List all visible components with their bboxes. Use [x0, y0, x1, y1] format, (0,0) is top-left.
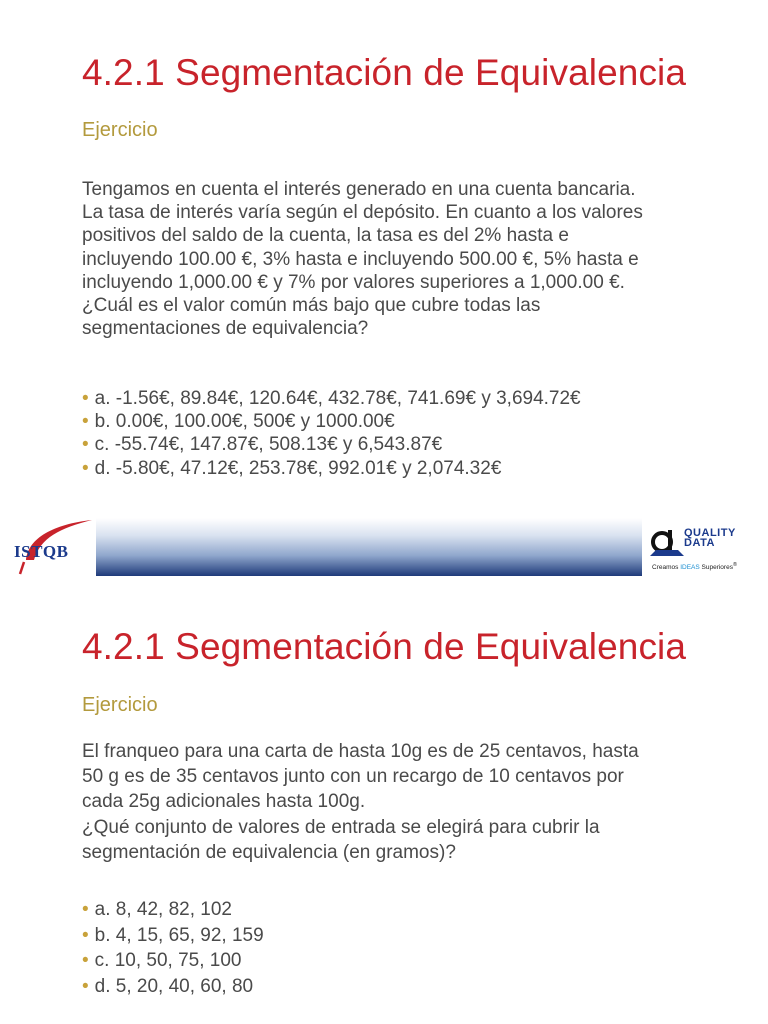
bullet-icon: • — [82, 975, 89, 997]
bullet-icon: • — [82, 434, 89, 456]
option-text: b. 0.00€, 100.00€, 500€ y 1000.00€ — [94, 411, 395, 433]
option-text: d. -5.80€, 47.12€, 253.78€, 992.01€ y 2,074.32€ — [94, 457, 502, 479]
bullet-icon: • — [82, 924, 89, 946]
option-text: a. 8, 42, 82, 102 — [94, 899, 232, 920]
slide-subtitle: Ejercicio — [82, 694, 158, 716]
option-c — [82, 433, 581, 456]
istqb-logo — [4, 516, 96, 576]
text-line: segmentaciones de equivalencia? — [82, 318, 369, 340]
text-line: incluyendo 100.00 €, 3% hasta e incluyendo 500.00 €, 5% hasta e — [82, 248, 639, 270]
bullet-icon: • — [82, 899, 89, 920]
bullet-icon: • — [82, 950, 89, 971]
text-line: 50 g es de 35 centavos junto con un recargo de 10 centavos por — [82, 766, 624, 788]
answer-options — [82, 387, 581, 480]
text-line: ¿Cuál es el valor común más bajo que cubre todas las — [82, 295, 541, 317]
slide-title: 4.2.1 Segmentación de Equivalencia — [82, 52, 687, 93]
text-line: Tengamos en cuenta el interés generado en una cuenta bancaria. — [82, 179, 636, 200]
bullet-icon: • — [82, 411, 89, 433]
text-line: ¿Qué conjunto de valores de entrada se elegirá para cubrir la — [82, 816, 600, 838]
option-text: d. 5, 20, 40, 60, 80 — [94, 975, 254, 997]
quality-data-icon — [648, 528, 688, 558]
text-line: positivos del saldo de la cuenta, la tasa es del 2% hasta e — [82, 225, 569, 247]
slide-title: 4.2.1 Segmentación de Equivalencia — [82, 626, 687, 667]
option-b — [82, 410, 581, 433]
text-line: segmentación de equivalencia (en gramos)? — [82, 841, 456, 863]
text-line: La tasa de interés varía según el depósito. En cuanto a los valores — [82, 202, 643, 224]
quality-data-name — [684, 528, 736, 548]
option-text: b. 4, 15, 65, 92, 159 — [94, 924, 264, 946]
bullet-icon: • — [82, 457, 89, 479]
text-line: El franqueo para una carta de hasta 10g es de 25 centavos, hasta — [82, 741, 639, 762]
option-d — [82, 457, 581, 480]
bullet-icon: • — [82, 388, 89, 409]
option-c — [82, 948, 264, 974]
registered-mark: ® — [732, 562, 737, 568]
option-text: c. 10, 50, 75, 100 — [94, 950, 242, 971]
text-line: cada 25g adicionales hasta 100g. — [82, 791, 366, 813]
quality-word: QUALITY — [684, 527, 736, 539]
option-d — [82, 974, 264, 1000]
text-line: incluyendo 1,000.00 € y 7% por valores superiores a 1,000.00 €. — [82, 271, 625, 293]
option-a — [82, 897, 264, 923]
exercise-text — [82, 739, 742, 865]
tagline-pre: Creamos — [652, 564, 681, 572]
answer-options — [82, 897, 264, 999]
slide-subtitle: Ejercicio — [82, 119, 158, 141]
option-a — [82, 387, 581, 410]
data-word: DATA — [684, 537, 715, 549]
istqb-logo-text: ISTQB — [14, 542, 69, 561]
option-text: c. -55.74€, 147.87€, 508.13€ y 6,543.87€ — [94, 434, 443, 456]
option-text: a. -1.56€, 89.84€, 120.64€, 432.78€, 741.69€ y 3,694.72€ — [94, 388, 581, 409]
exercise-text — [82, 178, 742, 340]
quality-data-tagline — [652, 562, 737, 571]
slide-footer — [0, 512, 768, 576]
footer-gradient-band — [96, 518, 642, 576]
tagline-post: Superiores — [699, 564, 733, 572]
option-b — [82, 923, 264, 949]
quality-data-logo — [642, 518, 768, 576]
slide-2 — [0, 576, 768, 1024]
tagline-ideas: IDEAS — [680, 564, 700, 572]
